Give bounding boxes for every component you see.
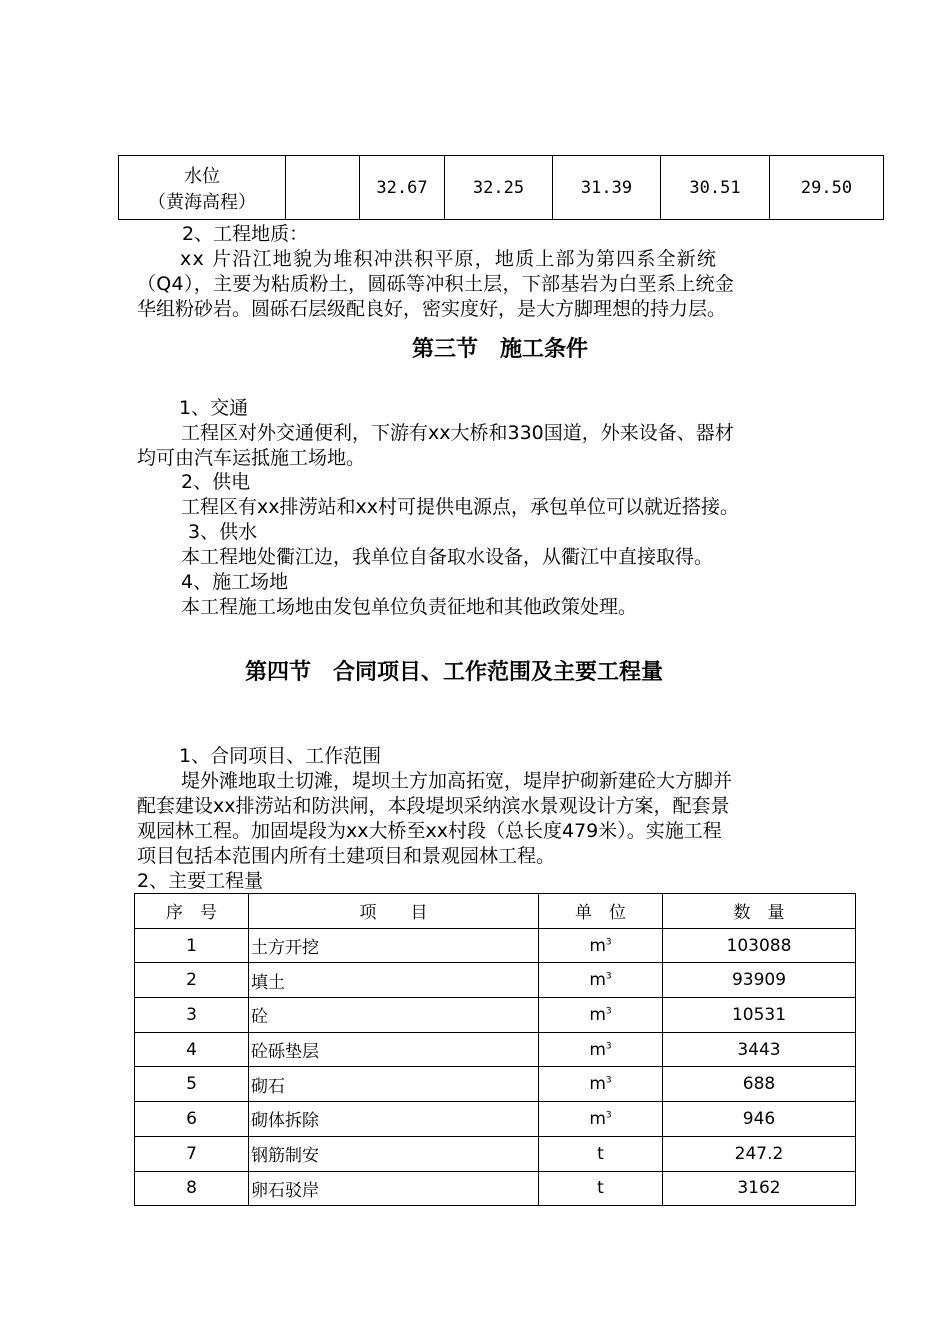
table-row xyxy=(119,156,884,220)
quantities-table xyxy=(134,893,856,1206)
paragraph-line: 项目包括本范围内所有土建项目和景观园林工程。 xyxy=(137,845,556,867)
item-name: 钢筋制安 xyxy=(249,1136,539,1171)
column-header: 单 位 xyxy=(539,894,663,929)
unit: t xyxy=(597,1143,604,1164)
table-cell: 30.51 xyxy=(661,156,770,220)
item-name: 砌石 xyxy=(249,1067,539,1102)
table-row xyxy=(135,1067,856,1102)
unit: m xyxy=(589,935,606,956)
column-header: 数 量 xyxy=(663,894,856,929)
label-line: 水位 xyxy=(184,165,220,187)
item-name: 砌体拆除 xyxy=(249,1102,539,1137)
section-heading: 第四节 合同项目、工作范围及主要工程量 xyxy=(245,660,664,685)
table-row xyxy=(135,998,856,1033)
subsection-title: 1、合同项目、工作范围 xyxy=(179,745,382,767)
subsection-title: 3、供水 xyxy=(188,521,258,543)
row-number: 1 xyxy=(135,928,249,963)
geology-title: 2、工程地质： xyxy=(182,223,309,245)
unit: m xyxy=(589,1108,606,1129)
item-name: 砼 xyxy=(249,998,539,1033)
paragraph-line: 观园林工程。加固堤段为xx大桥至xx村段（总长度479米）。实施工程 xyxy=(137,820,722,842)
subsection-title: 4、施工场地 xyxy=(181,571,289,593)
row-number: 6 xyxy=(135,1102,249,1137)
quantity: 688 xyxy=(663,1067,856,1102)
unit: m xyxy=(589,1039,606,1060)
table-header-row xyxy=(135,894,856,929)
quantity: 946 xyxy=(663,1102,856,1137)
label-line: （黄海高程） xyxy=(148,191,256,213)
unit: m xyxy=(589,1004,606,1025)
unit-exponent: 3 xyxy=(605,1040,612,1051)
item-name: 卵石驳岸 xyxy=(249,1171,539,1206)
unit-cell xyxy=(539,1136,663,1171)
unit: t xyxy=(597,1178,604,1199)
unit-cell xyxy=(539,1067,663,1102)
quantity: 93909 xyxy=(663,963,856,998)
paragraph-line: 堤外滩地取土切滩，堤坝土方加高拓宽，堤岸护砌新建砼大方脚并 xyxy=(181,770,733,792)
unit-cell xyxy=(539,1102,663,1137)
column-header: 序 号 xyxy=(135,894,249,929)
paragraph-line: 均可由汽车运抵施工场地。 xyxy=(137,447,366,469)
water-level-table xyxy=(118,155,884,220)
column-header: 项 目 xyxy=(249,894,539,929)
table-row xyxy=(135,928,856,963)
table-row xyxy=(135,963,856,998)
unit-exponent: 3 xyxy=(605,1006,612,1017)
subsection-title: 2、供电 xyxy=(181,471,251,493)
table-cell: 32.25 xyxy=(445,156,553,220)
subsection-title: 1、交通 xyxy=(179,397,249,419)
unit-exponent: 3 xyxy=(605,971,612,982)
table-row xyxy=(135,1102,856,1137)
quantity: 3162 xyxy=(663,1171,856,1206)
row-number: 5 xyxy=(135,1067,249,1102)
paragraph-line: 本工程地处衢江边，我单位自备取水设备，从衢江中直接取得。 xyxy=(181,546,714,568)
unit: m xyxy=(589,1074,606,1095)
item-name: 砼砾垫层 xyxy=(249,1032,539,1067)
item-name: 土方开挖 xyxy=(249,928,539,963)
unit-exponent: 3 xyxy=(605,1075,612,1086)
paragraph-line: 本工程施工场地由发包单位负责征地和其他政策处理。 xyxy=(181,596,638,618)
table-row xyxy=(135,1171,856,1206)
unit-exponent: 3 xyxy=(605,1110,612,1121)
table-row xyxy=(135,1136,856,1171)
table-cell xyxy=(286,156,360,220)
unit-cell xyxy=(539,928,663,963)
paragraph-line: 华组粉砂岩。圆砾石层级配良好，密实度好，是大方脚理想的持力层。 xyxy=(137,298,727,320)
unit: m xyxy=(589,970,606,991)
unit-cell xyxy=(539,1032,663,1067)
unit-cell xyxy=(539,963,663,998)
unit-cell xyxy=(539,1171,663,1206)
unit-exponent: 3 xyxy=(605,936,612,947)
row-number: 8 xyxy=(135,1171,249,1206)
paragraph-line: 工程区对外交通便利，下游有xx大桥和330国道，外来设备、器材 xyxy=(181,422,734,444)
table-row xyxy=(135,1032,856,1067)
section-heading: 第三节 施工条件 xyxy=(412,337,589,362)
quantity: 10531 xyxy=(663,998,856,1033)
quantity: 3443 xyxy=(663,1032,856,1067)
paragraph-line: 配套建设xx排涝站和防洪闸，本段堤坝采纳滨水景观设计方案，配套景 xyxy=(137,795,730,817)
row-number: 3 xyxy=(135,998,249,1033)
table-cell: 32.67 xyxy=(360,156,445,220)
item-name: 填土 xyxy=(249,963,539,998)
table-cell: 31.39 xyxy=(553,156,661,220)
quantity: 103088 xyxy=(663,928,856,963)
table-cell: 29.50 xyxy=(770,156,884,220)
quantity: 247.2 xyxy=(663,1136,856,1171)
row-number: 7 xyxy=(135,1136,249,1171)
row-number: 2 xyxy=(135,963,249,998)
unit-cell xyxy=(539,998,663,1033)
paragraph-line: 工程区有xx排涝站和xx村可提供电源点，承包单位可以就近搭接。 xyxy=(181,496,739,518)
subsection-title: 2、主要工程量 xyxy=(137,870,264,892)
paragraph-line: （Q4），主要为粘质粉土，圆砾等冲积土层，下部基岩为白垩系上统金 xyxy=(137,273,735,295)
water-level-label xyxy=(119,156,286,220)
row-number: 4 xyxy=(135,1032,249,1067)
paragraph-line: xx 片沿江地貌为堆积冲洪积平原，地质上部为第四系全新统 xyxy=(180,248,718,270)
